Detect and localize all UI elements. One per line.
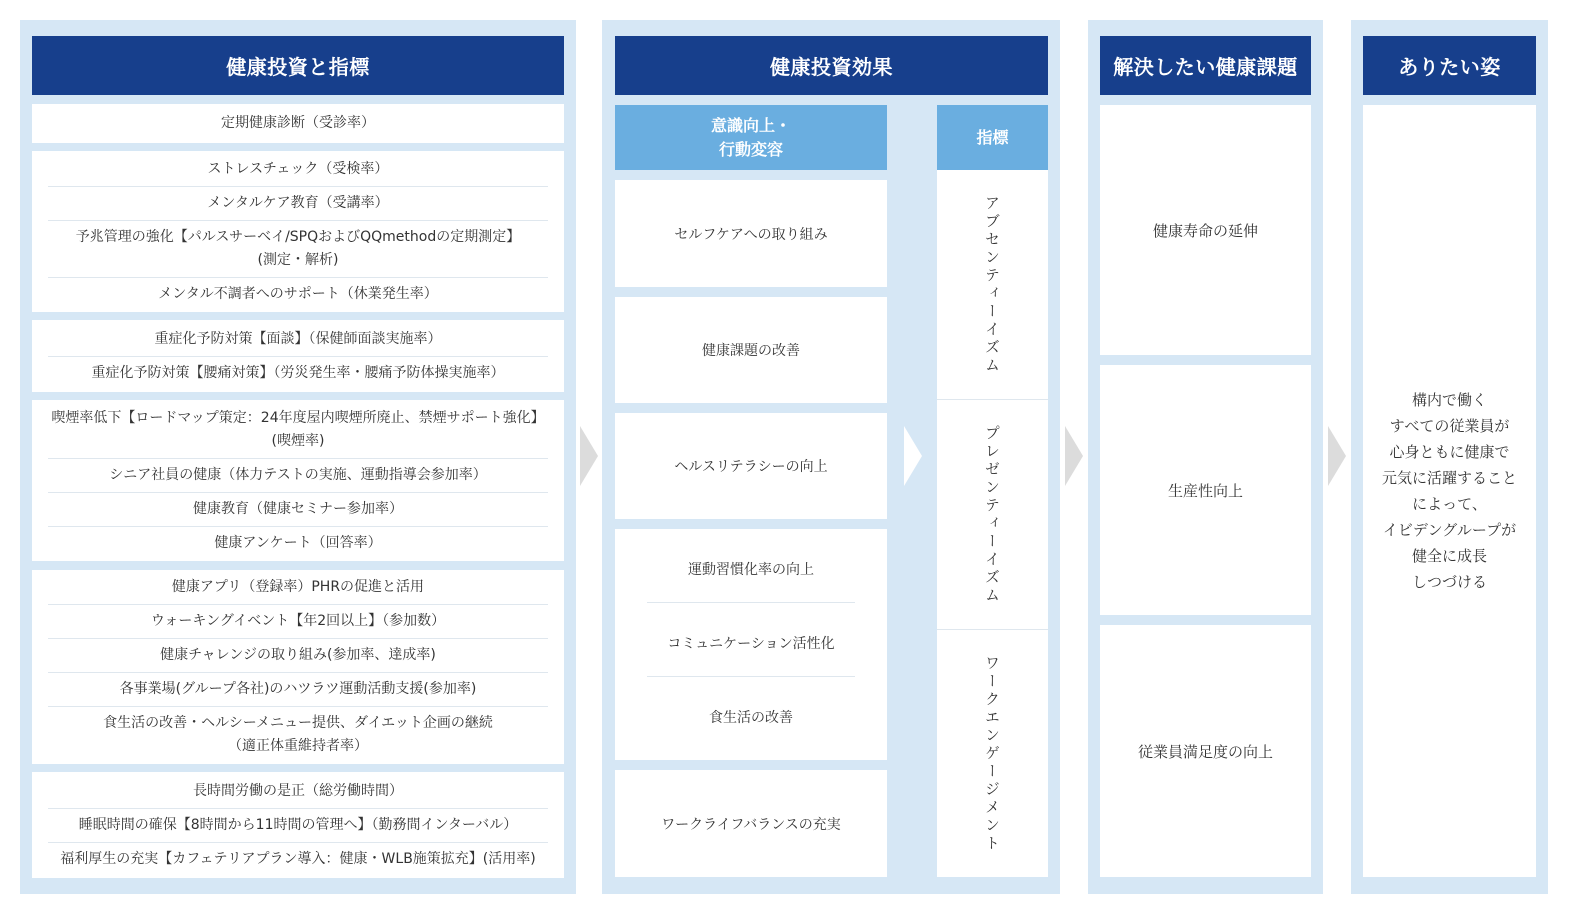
flow-arrow-icon: [1063, 426, 1085, 486]
investment-item: 重症化予防対策【面談】（保健師面談実施率）: [48, 323, 548, 357]
vision-box: [1363, 105, 1536, 877]
indicator-label: アブセンティーイズム: [983, 194, 1001, 375]
indicator-work-engagement: [937, 630, 1048, 877]
health-issue-item: 従業員満足度の向上: [1100, 625, 1311, 877]
investment-item: ストレスチェック（受検率）: [48, 153, 548, 187]
investment-group-4: [32, 400, 564, 561]
investment-item: ウォーキングイベント【年2回以上】（参加数）: [48, 605, 548, 639]
investment-item: 重症化予防対策【腰痛対策】（労災発生率・腰痛予防体操実施率）: [91, 364, 505, 381]
investment-group-2: [32, 151, 564, 312]
flow-arrow-icon: [578, 426, 600, 486]
indicator-presenteeism: [937, 400, 1048, 630]
indicator-absenteeism: [937, 170, 1048, 400]
investment-group-5: [32, 570, 564, 764]
investment-item: 健康チャレンジの取り組み(参加率、達成率): [48, 639, 548, 673]
health-issues-panel: [1088, 20, 1323, 894]
effect-item: 運動習慣化率の向上: [647, 539, 855, 603]
health-issue-item: 生産性向上: [1100, 365, 1311, 615]
investment-group-3: [32, 320, 564, 392]
investment-item: 定期健康診断（受診率）: [221, 115, 375, 131]
investment-item: 健康アプリ（登録率）PHRの促進と活用: [48, 571, 548, 605]
effect-group: [615, 529, 887, 760]
vision-text: 構内で働く すべての従業員が 心身ともに健康で 元気に活躍すること によって、 イビデングループが 健全に成長 しつづける: [1381, 391, 1517, 591]
investment-item: メンタル不調者へのサポート（休業発生率）: [158, 285, 438, 302]
effect-item: ヘルスリテラシーの向上: [615, 413, 887, 519]
effect-item: コミュニケーション活性化: [647, 613, 855, 677]
indicator-label: プレゼンティーイズム: [983, 424, 1001, 605]
effect-header: 健康投資効果: [615, 36, 1048, 95]
investment-item: 喫煙率低下【ロードマップ策定：24年度屋内喫煙所廃止、禁煙サポート強化】 (喫煙率): [48, 402, 548, 459]
behavior-change-header: 意識向上・ 行動変容: [615, 105, 887, 170]
investment-item: 健康教育（健康セミナー参加率）: [48, 493, 548, 527]
investment-item: 食生活の改善・ヘルシーメニュー提供、ダイエット企画の継続 （適正体重維持者率）: [103, 715, 493, 754]
investment-item: 健康アンケート（回答率）: [214, 534, 382, 551]
investment-item: 各事業場(グループ各社)のハツラツ運動活動支援(参加率): [48, 673, 548, 707]
vision-header: ありたい姿: [1363, 36, 1536, 95]
indicator-column: [937, 170, 1048, 877]
investment-group-6: [32, 772, 564, 878]
flow-arrow-icon: [1326, 426, 1348, 486]
investment-item: 睡眠時間の確保【8時間から11時間の管理へ】（勤務間インターバル）: [48, 809, 548, 843]
investment-group-1: [32, 104, 564, 143]
indicator-label: ワークエンゲージメント: [983, 654, 1001, 853]
investment-item: メンタルケア教育（受講率）: [48, 187, 548, 221]
investment-header: 健康投資と指標: [32, 36, 564, 95]
investment-panel: [20, 20, 576, 894]
investment-item: シニア社員の健康（体力テストの実施、運動指導会参加率）: [48, 459, 548, 493]
health-issue-item: 健康寿命の延伸: [1100, 105, 1311, 355]
indicator-header: 指標: [937, 105, 1048, 170]
effect-item: セルフケアへの取り組み: [615, 180, 887, 287]
effect-item: ワークライフバランスの充実: [615, 770, 887, 877]
investment-item: 長時間労働の是正（総労働時間）: [48, 775, 548, 809]
investment-item: 福利厚生の充実【カフェテリアプラン導入：健康・WLB施策拡充】(活用率): [60, 850, 536, 867]
health-issues-header: 解決したい健康課題: [1100, 36, 1311, 95]
investment-item: 予兆管理の強化【パルスサーベイ/SPQおよびQQmethodの定期測定】 (測定・解析): [48, 221, 548, 278]
flow-arrow-icon: [902, 426, 924, 486]
vision-panel: [1351, 20, 1548, 894]
effect-item: 食生活の改善: [709, 710, 793, 726]
effect-panel: [602, 20, 1060, 894]
effect-item: 健康課題の改善: [615, 297, 887, 403]
